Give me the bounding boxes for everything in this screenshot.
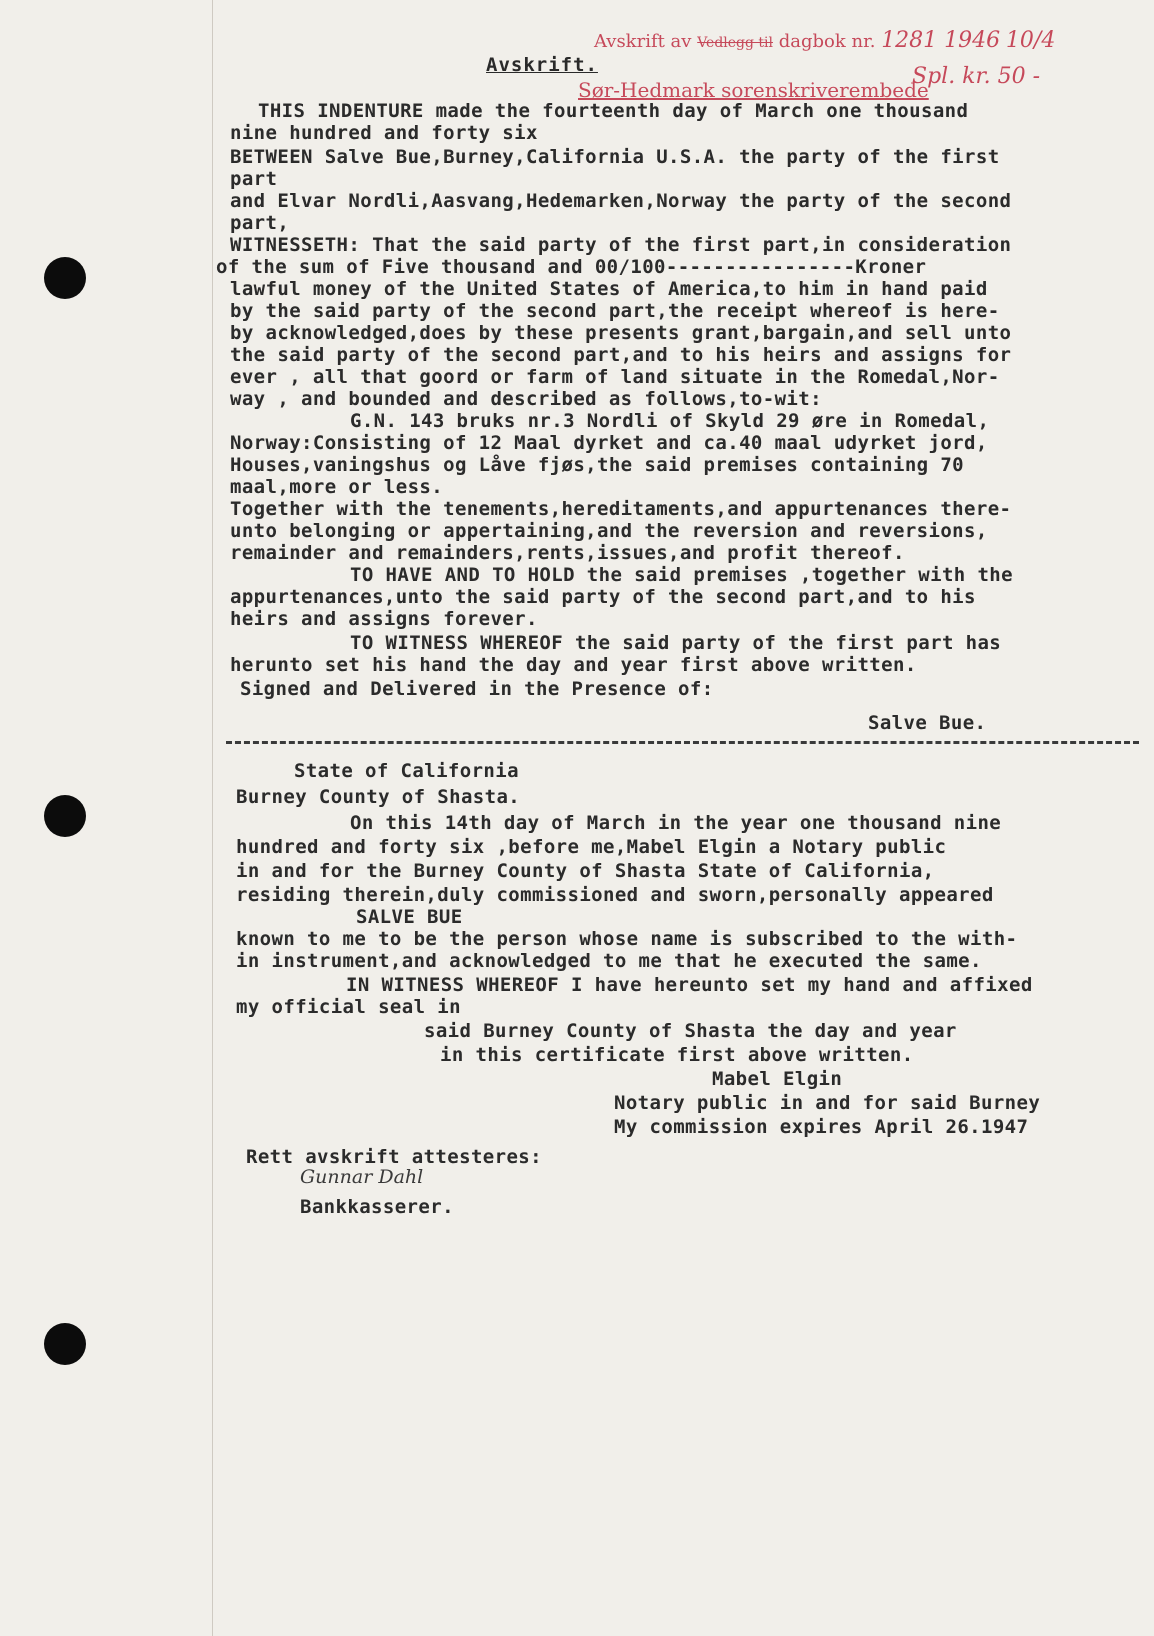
- deed-line: part,: [230, 212, 290, 234]
- notary-line: said Burney County of Shasta the day and year: [424, 1020, 957, 1042]
- deed-line: appurtenances,unto the said party of the second part,and to his: [230, 586, 976, 608]
- notary-line: in instrument,and acknowledged to me that he executed the same.: [236, 950, 982, 972]
- deed-line: THIS INDENTURE made the fourteenth day of March one thousand: [258, 100, 969, 122]
- deed-line: TO HAVE AND TO HOLD the said premises ,together with the: [350, 564, 1013, 586]
- punch-hole: [44, 1323, 86, 1365]
- notary-line: hundred and forty six ,before me,Mabel Elgin a Notary public: [236, 836, 947, 858]
- deed-line: the said party of the second part,and to his heirs and assigns for: [230, 344, 1012, 366]
- notary-line: known to me to be the person whose name is subscribed to the with-: [236, 928, 1018, 950]
- deed-line: by acknowledged,does by these presents grant,bargain,and sell unto: [230, 322, 1012, 344]
- deed-line: way , and bounded and described as follows,to-wit:: [230, 388, 822, 410]
- stamp-struck-text: Vedlegg til: [697, 35, 773, 51]
- attestation-line: Rett avskrift attesteres:: [246, 1146, 542, 1168]
- deed-line: by the said party of the second part,the receipt whereof is here-: [230, 300, 1000, 322]
- deed-line: lawful money of the United States of America,to him in hand paid: [230, 278, 988, 300]
- deed-line: G.N. 143 bruks nr.3 Nordli of Skyld 29 øre in Romedal,: [350, 410, 990, 432]
- stamp-fee-note: Spl. kr. 50 -: [912, 64, 1041, 89]
- deed-line: ever , all that goord or farm of land situate in the Romedal,Nor-: [230, 366, 1000, 388]
- deed-line: unto belonging or appertaining,and the reversion and reversions,: [230, 520, 988, 542]
- deed-line: Together with the tenements,hereditaments,and appurtenances there-: [230, 498, 1012, 520]
- deed-line: of the sum of Five thousand and 00/100----------------Kroner: [216, 256, 927, 278]
- attestation-title: Bankkasserer.: [300, 1196, 454, 1218]
- notary-line: State of California: [294, 760, 519, 782]
- deed-line: heirs and assigns forever.: [230, 608, 538, 630]
- deed-line: herunto set his hand the day and year first above written.: [230, 654, 917, 676]
- stamp-date: 10/4: [1005, 28, 1056, 53]
- stamp-prefix: Avskrift av: [594, 31, 692, 52]
- deed-line: Norway:Consisting of 12 Maal dyrket and ca.40 maal udyrket jord,: [230, 432, 988, 454]
- deed-line: nine hundred and forty six: [230, 122, 538, 144]
- notary-commission: My commission expires April 26.1947: [614, 1116, 1029, 1138]
- deed-line: part: [230, 168, 278, 190]
- handwritten-signature: Gunnar Dahl: [300, 1166, 424, 1188]
- grantor-signature: Salve Bue.: [868, 712, 987, 734]
- notary-name: Mabel Elgin: [712, 1068, 843, 1090]
- stamp-dagbok-label: dagbok nr.: [778, 31, 876, 52]
- notary-line: in and for the Burney County of Shasta State of California,: [236, 860, 935, 882]
- margin-rule: [212, 0, 213, 1636]
- notary-line: Burney County of Shasta.: [236, 786, 521, 808]
- registry-stamp: [594, 28, 1055, 53]
- punch-hole: [44, 257, 86, 299]
- deed-line: WITNESSETH: That the said party of the first part,in consideration: [230, 234, 1012, 256]
- stamp-dagbok-number: 1281 1946: [881, 28, 1001, 53]
- deed-line: Houses,vaningshus og Låve fjøs,the said premises containing 70: [230, 454, 965, 476]
- deed-line: maal,more or less.: [230, 476, 444, 498]
- section-divider: [226, 741, 1139, 744]
- deed-line: remainder and remainders,rents,issues,and profit thereof.: [230, 542, 905, 564]
- punch-hole: [44, 795, 86, 837]
- deed-line: and Elvar Nordli,Aasvang,Hedemarken,Norway the party of the second: [230, 190, 1012, 212]
- deed-line: BETWEEN Salve Bue,Burney,California U.S.A. the party of the first: [230, 146, 1000, 168]
- deed-line: Signed and Delivered in the Presence of:: [240, 678, 714, 700]
- notary-line: in this certificate first above written.: [440, 1044, 914, 1066]
- deed-line: TO WITNESS WHEREOF the said party of the first part has: [350, 632, 1002, 654]
- notary-line: my official seal in: [236, 996, 461, 1018]
- notary-line: IN WITNESS WHEREOF I have hereunto set my hand and affixed: [346, 974, 1033, 996]
- notary-line: SALVE BUE: [356, 906, 463, 928]
- notary-line: residing therein,duly commissioned and sworn,personally appeared: [236, 884, 994, 906]
- stamp-office: Sør-Hedmark sorenskriverembede: [578, 78, 929, 102]
- document-title: Avskrift.: [486, 54, 598, 76]
- notary-line: Notary public in and for said Burney: [614, 1092, 1041, 1114]
- notary-line: On this 14th day of March in the year one thousand nine: [350, 812, 1002, 834]
